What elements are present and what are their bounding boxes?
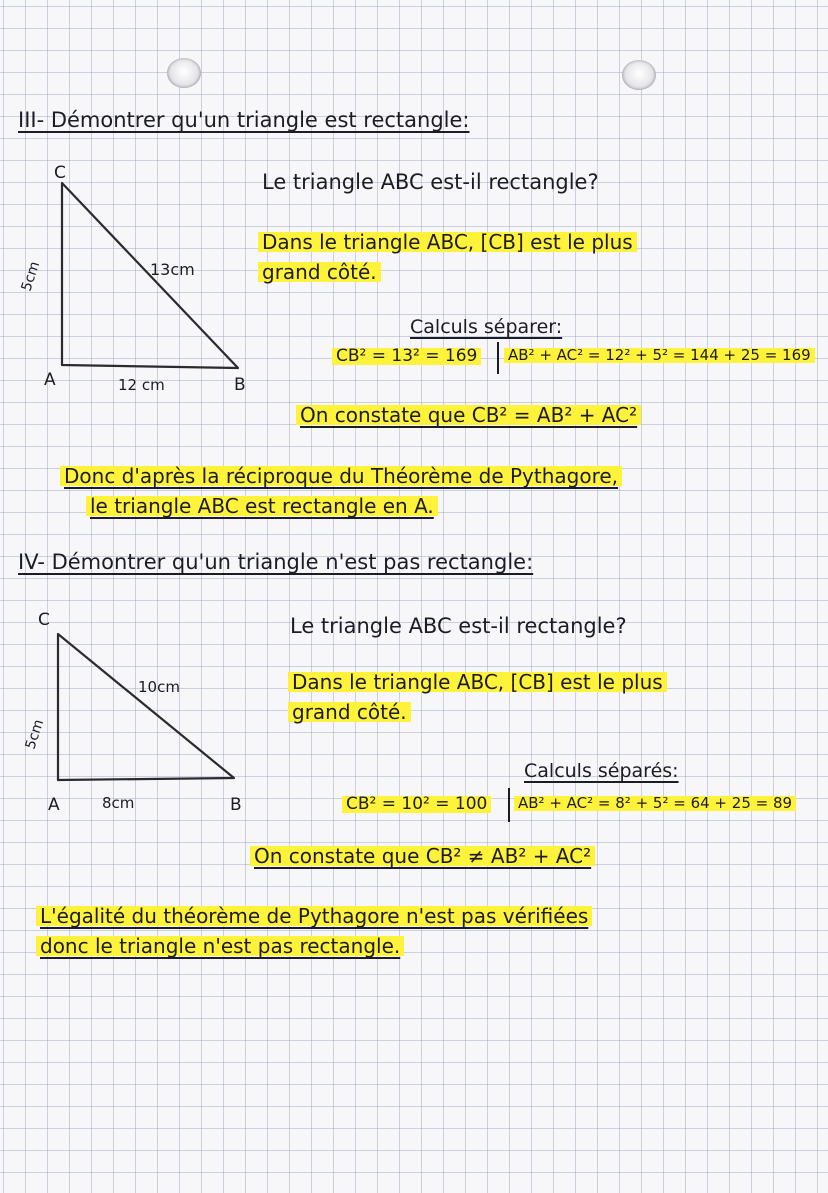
section4-label-a: A xyxy=(48,795,60,815)
section3-triangle-figure xyxy=(0,150,260,410)
section3-side-cb: 13cm xyxy=(150,260,195,279)
binder-hole-right xyxy=(622,60,656,90)
section3-side-ac: 5cm xyxy=(18,259,44,294)
section3-label-b: B xyxy=(234,375,246,395)
section4-title: IV- Démontrer qu'un triangle n'est pas rectangle: xyxy=(18,550,534,574)
section4-side-ac: 5cm xyxy=(22,717,48,752)
section3-calc-title: Calculs séparer: xyxy=(410,316,563,338)
section3-title: III- Démontrer qu'un triangle est rectangle: xyxy=(18,108,470,132)
section4-side-ab: 8cm xyxy=(102,794,135,812)
section4-triangle-shape xyxy=(58,634,234,780)
section3-conclusion-line2: le triangle ABC est rectangle en A. xyxy=(86,496,438,516)
section4-calc-title: Calculs séparés: xyxy=(524,760,679,782)
section4-longest-side-line2: grand côté. xyxy=(288,702,411,722)
section3-calc-divider xyxy=(497,342,499,374)
section3-observation: On constate que CB² = AB² + AC² xyxy=(296,405,641,425)
section3-side-ab: 12 cm xyxy=(118,376,165,394)
section3-label-c: C xyxy=(54,163,66,183)
section3-longest-side-line2: grand côté. xyxy=(258,262,381,282)
section4-longest-side-line1: Dans le triangle ABC, [CB] est le plus xyxy=(288,672,667,692)
section3-label-a: A xyxy=(44,370,56,390)
section4-side-cb: 10cm xyxy=(138,678,180,696)
section4-label-b: B xyxy=(230,795,242,815)
section4-label-c: C xyxy=(38,610,50,630)
section3-longest-side-line1: Dans le triangle ABC, [CB] est le plus xyxy=(258,232,637,252)
section4-conclusion-line2: donc le triangle n'est pas rectangle. xyxy=(36,936,404,956)
section4-triangle-figure xyxy=(0,600,260,820)
section3-calc-right: AB² + AC² = 12² + 5² = 144 + 25 = 169 xyxy=(504,348,815,363)
section4-calc-right: AB² + AC² = 8² + 5² = 64 + 25 = 89 xyxy=(514,796,796,811)
section4-conclusion-line1: L'égalité du théorème de Pythagore n'est pas vérifiées xyxy=(36,906,592,926)
section3-calc-left: CB² = 13² = 169 xyxy=(332,348,481,365)
binder-hole-left xyxy=(167,58,201,88)
section4-calc-left: CB² = 10² = 100 xyxy=(342,796,491,813)
section3-conclusion-line1: Donc d'après la réciproque du Théorème de Pythagore, xyxy=(60,466,622,486)
section3-question: Le triangle ABC est-il rectangle? xyxy=(262,170,599,194)
section4-observation: On constate que CB² ≠ AB² + AC² xyxy=(250,846,595,866)
section4-question: Le triangle ABC est-il rectangle? xyxy=(290,614,627,638)
section4-calc-divider xyxy=(508,788,510,822)
